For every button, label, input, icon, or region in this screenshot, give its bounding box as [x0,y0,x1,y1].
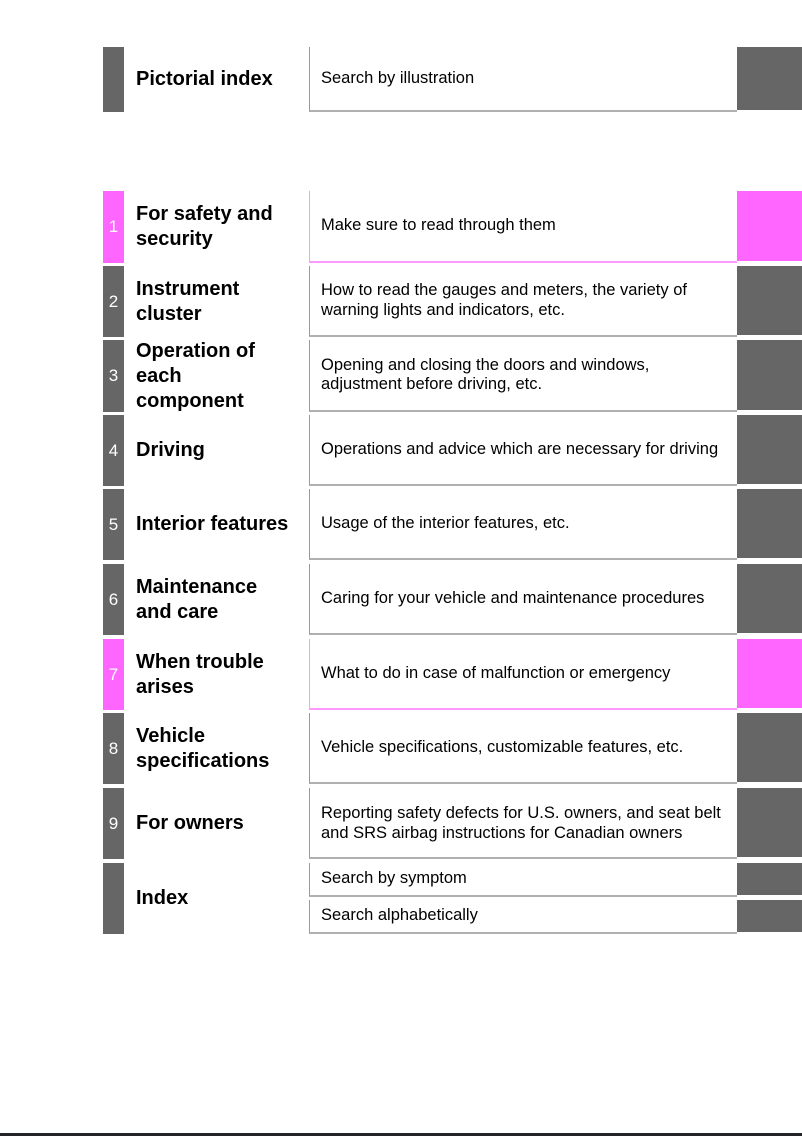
chapter-row-8 [0,713,802,784]
chapter-link-2[interactable] [309,266,737,337]
chapter-thumb-tab-8[interactable] [737,713,802,782]
chapter-thumb-tab-4[interactable] [737,415,802,484]
chapter-link-9[interactable] [309,788,737,859]
chapter-title: Driving [136,439,205,461]
pictorial-index-thumb-tab[interactable] [737,47,802,110]
chapter-description: What to do in case of malfunction or emergency [321,663,671,682]
chapter-title: For safety and security [136,203,273,250]
chapter-thumb-tab-9[interactable] [737,788,802,857]
chapter-number-tab: 3 [103,340,124,412]
chapter-title: Maintenance and care [136,575,258,623]
chapter-number-tab: 7 [103,639,124,710]
index-item-label: Search by symptom [321,869,467,888]
chapter-description: Operations and advice which are necessary for driving [321,439,719,458]
chapter-link-3[interactable] [309,340,737,412]
search-by-symptom-link[interactable] [309,863,737,897]
chapter-link-4[interactable] [309,415,737,486]
index-sub-row-alphabetical [0,900,802,934]
chapter-thumb-tab-1[interactable] [737,191,802,261]
pictorial-index-row [0,47,802,112]
chapter-link-1[interactable] [309,191,737,263]
chapter-row-4 [0,415,802,486]
chapter-number-tab: 2 [103,266,124,337]
chapter-description: Usage of the interior features, etc. [321,513,570,532]
chapter-description: Make sure to read through them [321,216,556,235]
index-sub-row-symptom [0,863,802,897]
chapter-thumb-tab-5[interactable] [737,489,802,558]
chapter-row-7 [0,639,802,710]
chapter-title: Vehicle specifications [136,724,270,772]
pictorial-index-description: Search by illustration [321,68,475,87]
pictorial-index-tab-marker [103,47,124,112]
chapter-thumb-tab-7[interactable] [737,639,802,708]
chapter-row-5 [0,489,802,560]
index-row [0,863,802,934]
chapter-number-tab: 5 [103,489,124,560]
chapter-row-2 [0,266,802,337]
chapter-thumb-tab-2[interactable] [737,266,802,335]
chapter-description: Vehicle specifications, customizable features, etc. [321,737,684,756]
chapter-description: Caring for your vehicle and maintenance procedures [321,588,705,607]
chapter-number-tab: 8 [103,713,124,784]
chapter-link-6[interactable] [309,564,737,635]
index-item-label: Search alphabetically [321,906,478,925]
pictorial-index-title: Pictorial index [136,68,273,90]
chapter-title: When trouble arises [136,650,264,698]
chapter-description: Reporting safety defects for U.S. owners, and seat belt and SRS airbag instructions for Canadian owners [321,803,721,842]
search-by-symptom-thumb-tab[interactable] [737,863,802,895]
chapter-description: Opening and closing the doors and windows, adjustment before driving, etc. [321,355,650,393]
chapter-number-tab: 4 [103,415,124,486]
chapter-title: Operation of each component [136,339,255,412]
chapter-title: Interior features [136,513,289,535]
chapter-row-3 [0,340,802,412]
chapter-number-tab: 9 [103,788,124,859]
chapter-title: For owners [136,812,244,834]
chapter-number-tab: 1 [103,191,124,263]
pictorial-index-link[interactable] [309,47,737,112]
chapter-number-tab: 6 [103,564,124,635]
chapter-link-7[interactable] [309,639,737,710]
search-alphabetically-link[interactable] [309,900,737,934]
chapter-row-9 [0,788,802,859]
chapter-link-5[interactable] [309,489,737,560]
chapter-row-1 [0,191,802,263]
chapter-link-8[interactable] [309,713,737,784]
search-alphabetically-thumb-tab[interactable] [737,900,802,932]
chapter-thumb-tab-3[interactable] [737,340,802,410]
chapter-row-6 [0,564,802,635]
chapter-description: How to read the gauges and meters, the variety of warning lights and indicators, etc. [321,281,687,319]
index-title: Index [136,887,189,909]
chapter-thumb-tab-6[interactable] [737,564,802,633]
chapter-title: Instrument cluster [136,277,240,325]
